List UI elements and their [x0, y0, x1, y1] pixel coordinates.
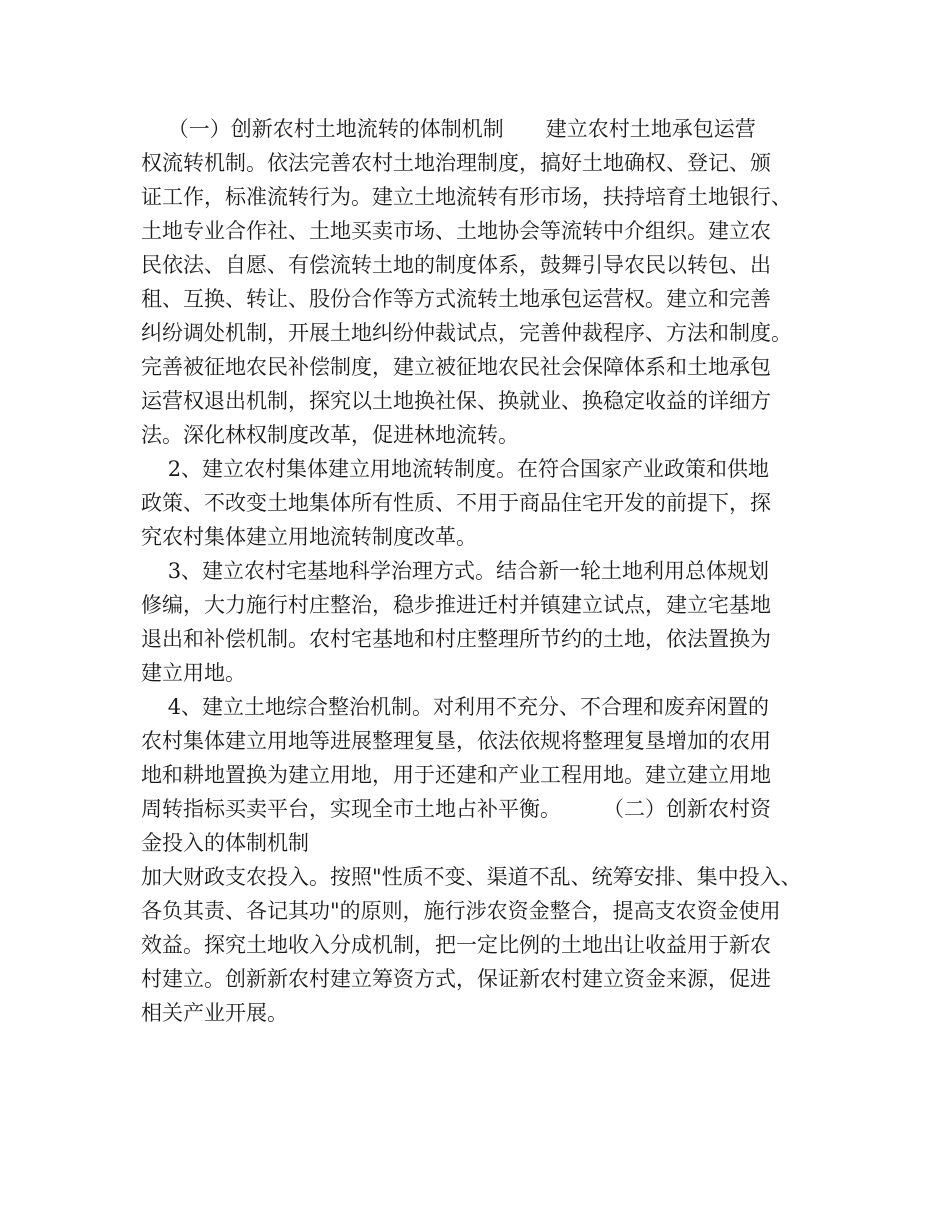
- text-line: 2、建立农村集体建立用地流转制度。在符合国家产业政策和供地: [141, 457, 770, 481]
- text-line: 3、建立农村宅基地科学治理方式。结合新一轮土地利用总体规划: [141, 559, 770, 583]
- text-line: 权流转机制。依法完善农村土地治理制度，搞好土地确权、登记、颁: [141, 151, 771, 175]
- text-line: 相关产业开展。: [141, 1001, 288, 1025]
- text-line: 加大财政支农投入。按照"性质不变、渠道不乱、统筹安排、集中投入、: [141, 865, 802, 889]
- text-line: 土地专业合作社、土地买卖市场、土地协会等流转中介组织。建立农: [141, 219, 771, 243]
- text-line: 纠纷调处机制，开展土地纠纷仲裁试点，完善仲裁程序、方法和制度。: [141, 321, 792, 345]
- text-line: 周转指标买卖平台，实现全市土地占补平衡。 （二）创新农村资: [141, 797, 771, 821]
- text-line: 修编，大力施行村庄整治，稳步推进迁村并镇建立试点，建立宅基地: [141, 593, 771, 617]
- text-line: 农村集体建立用地等进展整理复垦，依法依规将整理复垦增加的农用: [141, 729, 771, 753]
- text-line: （一）创新农村土地流转的体制机制 建立农村土地承包运营: [141, 117, 756, 141]
- text-line: 地和耕地置换为建立用地，用于还建和产业工程用地。建立建立用地: [141, 763, 771, 787]
- text-line: 建立用地。: [141, 661, 246, 685]
- text-line: 运营权退出机制，探究以土地换社保、换就业、换稳定收益的详细方: [141, 389, 771, 413]
- text-line: 村建立。创新新农村建立筹资方式，保证新农村建立资金来源，促进: [141, 967, 771, 991]
- text-line: 退出和补偿机制。农村宅基地和村庄整理所节约的土地，依法置换为: [141, 627, 771, 651]
- text-line: 民依法、自愿、有偿流转土地的制度体系，鼓舞引导农民以转包、出: [141, 253, 771, 277]
- text-line: 证工作，标准流转行为。建立土地流转有形市场，扶持培育土地银行、: [141, 185, 792, 209]
- text-line: 完善被征地农民补偿制度，建立被征地农民社会保障体系和土地承包: [141, 355, 771, 379]
- text-line: 法。深化林权制度改革，促进林地流转。: [141, 423, 519, 447]
- text-line: 政策、不改变土地集体所有性质、不用于商品住宅开发的前提下，探: [141, 491, 771, 515]
- text-line: 金投入的体制机制: [141, 831, 309, 855]
- text-line: 效益。探究土地收入分成机制，把一定比例的土地出让收益用于新农: [141, 933, 771, 957]
- text-line: 究农村集体建立用地流转制度改革。: [141, 525, 477, 549]
- document-body: [141, 112, 816, 1030]
- text-line: 租、互换、转让、股份合作等方式流转土地承包运营权。建立和完善: [141, 287, 771, 311]
- text-line: 各负其责、各记其功"的原则，施行涉农资金整合，提高支农资金使用: [141, 899, 781, 923]
- text-line: 4、建立土地综合整治机制。对利用不充分、不合理和废弃闲置的: [141, 695, 770, 719]
